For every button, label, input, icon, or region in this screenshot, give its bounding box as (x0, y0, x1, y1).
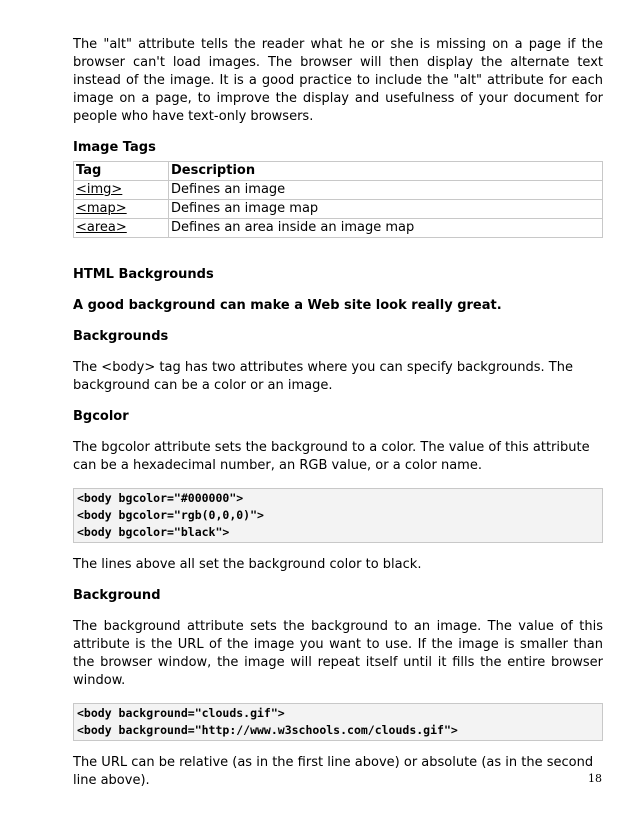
image-tags-table (73, 161, 603, 238)
background-paragraph: The background attribute sets the background to an image. The value of this attribute is the URL of the image you want to use. If the image is smaller than the browser window, the image will repeat itself until it fills the entire browser window. (73, 619, 603, 688)
bgcolor-after-paragraph: The lines above all set the background color to black. (73, 557, 422, 572)
page-number: 18 (588, 772, 602, 785)
background-code-block (73, 703, 603, 741)
code-line: <body bgcolor="black"> (77, 525, 230, 539)
bgcolor-heading: Bgcolor (73, 409, 129, 424)
table-row (74, 181, 603, 200)
tag-link-area[interactable]: <area> (76, 220, 127, 235)
background-after-paragraph: The URL can be relative (as in the first line above) or absolute (as in the second line above). (73, 755, 594, 788)
backgrounds-heading: Backgrounds (73, 329, 169, 344)
document-page (73, 36, 603, 803)
table-header-description: Description (169, 162, 603, 181)
backgrounds-paragraph: The <body> tag has two attributes where you can specify backgrounds. The background can be a color or an image. (73, 360, 573, 393)
code-line: <body bgcolor="rgb(0,0,0)"> (77, 508, 264, 522)
table-header-row (74, 162, 603, 181)
table-cell-description: Defines an image map (169, 200, 603, 219)
table-row (74, 219, 603, 238)
image-tags-heading: Image Tags (73, 140, 156, 155)
alt-attribute-paragraph: The "alt" attribute tells the reader what he or she is missing on a page if the browser can't load images. The browser will then display the alternate text instead of the image. It is a good practice to include the "alt" attribute for each image on a page, to improve the display and usefulness of your document for people who have text-only browsers. (73, 37, 603, 124)
code-line: <body background="http://www.w3schools.com/clouds.gif"> (77, 723, 458, 737)
html-backgrounds-title: HTML Backgrounds (73, 267, 214, 282)
code-line: <body bgcolor="#000000"> (77, 491, 244, 505)
tag-link-map[interactable]: <map> (76, 201, 127, 216)
table-cell-tag (74, 200, 169, 219)
table-cell-tag (74, 181, 169, 200)
bgcolor-code-block (73, 488, 603, 543)
code-line: <body background="clouds.gif"> (77, 706, 285, 720)
table-cell-tag (74, 219, 169, 238)
table-cell-description: Defines an area inside an image map (169, 219, 603, 238)
table-cell-description: Defines an image (169, 181, 603, 200)
bgcolor-paragraph: The bgcolor attribute sets the background to a color. The value of this attribute can be a hexadecimal number, an RGB value, or a color name. (73, 440, 590, 473)
table-row (74, 200, 603, 219)
tag-link-img[interactable]: <img> (76, 182, 123, 197)
table-header-tag: Tag (74, 162, 169, 181)
background-heading: Background (73, 588, 161, 603)
backgrounds-tagline: A good background can make a Web site look really great. (73, 298, 502, 313)
